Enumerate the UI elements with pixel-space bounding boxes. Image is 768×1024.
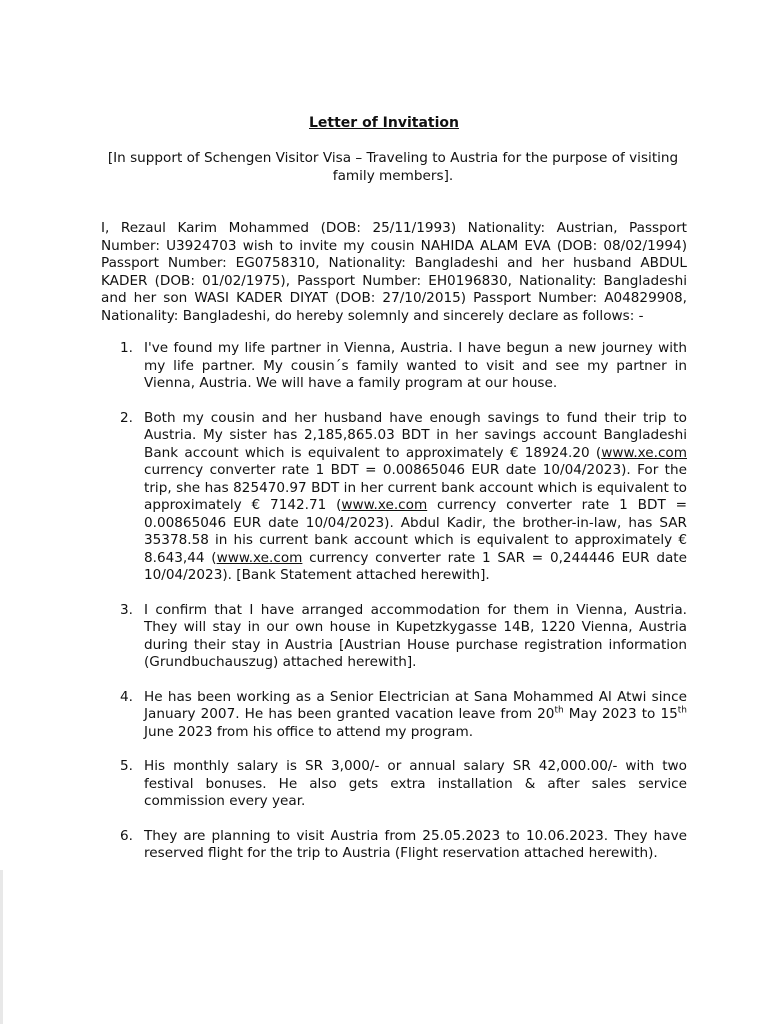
scan-edge — [0, 870, 3, 1024]
list-number: 3. — [120, 601, 133, 618]
item-text: currency converter rate 1 BDT = 0.00865046 EUR date 10/04/2023). Abdul Kadir, the brother-in-law, has SAR 35378.58 in his current bank account which is equivalent to approximately € 8.643,44 ( — [144, 497, 687, 566]
list-item — [101, 410, 687, 585]
item-text: June 2023 from his office to attend my program. — [144, 723, 474, 740]
list-number: 4. — [120, 688, 133, 705]
list-number: 2. — [120, 409, 133, 426]
list-number: 6. — [120, 827, 133, 844]
item-text: They are planning to visit Austria from 25.05.2023 to 10.06.2023. They have reserved flight for the trip to Austria (Flight reservation attached herewith). — [144, 827, 687, 861]
superscript: th — [554, 705, 564, 716]
list-item — [101, 340, 687, 393]
item-text: currency converter rate 1 SAR = 0,244446 EUR date 10/04/2023). [Bank Statement attached herewith]. — [144, 549, 687, 583]
list-number: 5. — [120, 758, 133, 774]
item-text: He has been working as a Senior Electrician at Sana Mohammed Al Atwi since January 2007. He has been granted vacation leave from 20 — [144, 688, 687, 722]
intro-paragraph: I, Rezaul Karim Mohammed (DOB: 25/11/1993) Nationality: Austrian, Passport Number: U3924703 wish to invite my cousin NAHIDA ALAM EVA (DOB: 08/02/1994) Passport Number: EG0758310, Nationality: Bangladeshi and her husband ABDUL KADER (DOB: 01/02/1975), Passport Number: EH0196830, Nationality: Bangladeshi and her son WASI KADER DIYAT (DOB: 27/10/2015) Passport Number: A04829908, Nationality: Bangladeshi, do hereby solemnly and sincerely declare as follows: - — [101, 220, 687, 324]
item-text: currency converter rate 1 BDT = 0.00865046 EUR date 10/04/2023). For the trip, she has 825470.97 BDT in her current bank account which is equivalent to approximately € 7142.71 ( — [144, 462, 687, 513]
item-text: May 2023 to 15 — [563, 706, 678, 722]
item-text: His monthly salary is SR 3,000/- or annual salary SR 42,000.00/- with two festival bonuses. He also gets extra installation & after sales service commission every year. — [144, 758, 687, 809]
item-text: I've found my life partner in Vienna, Austria. I have begun a new journey with my life partner. My cousin´s family wanted to visit and see my partner in Vienna, Austria. We will have a family program at our house. — [144, 340, 687, 391]
list-item — [101, 689, 687, 742]
letter-title: Letter of Invitation — [309, 115, 459, 131]
list-number: 1. — [120, 340, 133, 356]
superscript: th — [677, 705, 687, 716]
item-text: Both my cousin and her husband have enough savings to fund their trip to Austria. My sister has 2,185,865.03 BDT in her savings account Bangladeshi Bank account which is equivalent to approximately € 18924.20 ( — [144, 409, 687, 461]
xe-link[interactable]: www.xe.com — [341, 497, 428, 513]
letter-subtitle: [In support of Schengen Visitor Visa – Traveling to Austria for the purpose of visiting family members]. — [107, 150, 679, 184]
list-item — [101, 602, 687, 672]
xe-link[interactable]: www.xe.com — [216, 549, 303, 566]
item-text: I confirm that I have arranged accommodation for them in Vienna, Austria. They will stay in our own house in Kupetzkygasse 14B, 1220 Vienna, Austria during their stay in Austria [Austrian House purchase registration information (Grundbuchauszug) attached herewith]. — [144, 601, 687, 670]
declaration-list — [101, 340, 687, 880]
list-item — [101, 758, 687, 811]
xe-link[interactable]: www.xe.com — [601, 444, 687, 461]
list-item — [101, 828, 687, 863]
